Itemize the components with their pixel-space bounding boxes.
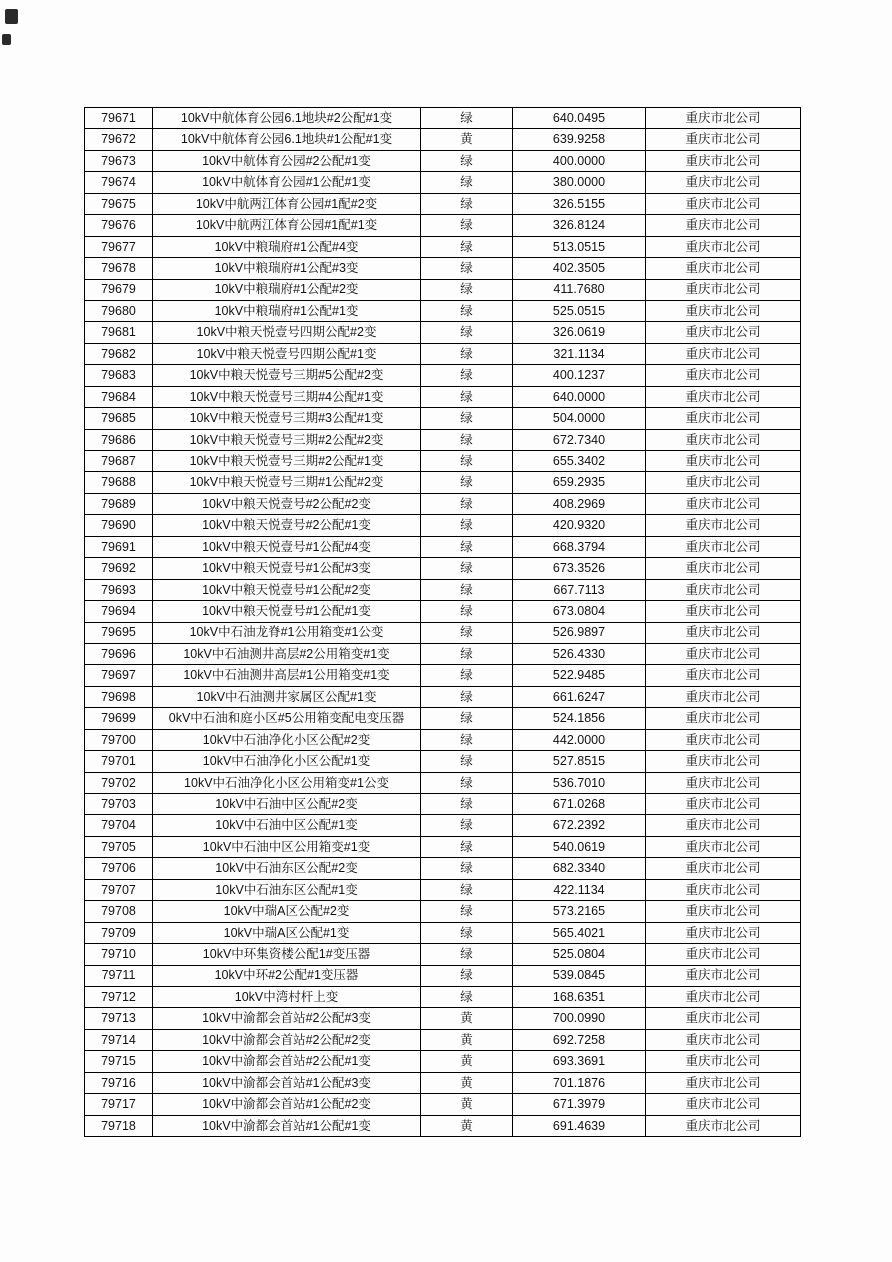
cell-company-name: 重庆市北公司	[646, 836, 801, 857]
cell-company-name: 重庆市北公司	[646, 772, 801, 793]
cell-station-name: 10kV中石油中区公配#1变	[153, 815, 421, 836]
table-row	[85, 536, 801, 557]
cell-record-id: 79689	[85, 493, 153, 514]
cell-station-name: 10kV中石油测井高层#1公用箱变#1变	[153, 665, 421, 686]
table-row	[85, 686, 801, 707]
cell-status-color: 黄	[421, 1094, 513, 1115]
cell-status-color: 绿	[421, 643, 513, 664]
table-row	[85, 729, 801, 750]
scan-artifact-icon	[5, 9, 18, 24]
table-row	[85, 1115, 801, 1136]
cell-record-id: 79703	[85, 794, 153, 815]
cell-station-name: 10kV中粮天悦壹号三期#1公配#2变	[153, 472, 421, 493]
cell-capacity-value: 400.0000	[513, 150, 646, 171]
cell-capacity-value: 326.0619	[513, 322, 646, 343]
cell-record-id: 79674	[85, 172, 153, 193]
cell-station-name: 10kV中石油东区公配#2变	[153, 858, 421, 879]
cell-record-id: 79701	[85, 751, 153, 772]
cell-status-color: 绿	[421, 751, 513, 772]
cell-station-name: 10kV中粮天悦壹号#1公配#2变	[153, 579, 421, 600]
cell-capacity-value: 682.3340	[513, 858, 646, 879]
cell-status-color: 绿	[421, 729, 513, 750]
cell-company-name: 重庆市北公司	[646, 215, 801, 236]
cell-record-id: 79676	[85, 215, 153, 236]
cell-record-id: 79671	[85, 108, 153, 129]
cell-company-name: 重庆市北公司	[646, 729, 801, 750]
cell-capacity-value: 671.3979	[513, 1094, 646, 1115]
cell-capacity-value: 659.2935	[513, 472, 646, 493]
cell-status-color: 绿	[421, 665, 513, 686]
transformer-data-table	[84, 107, 801, 1137]
cell-company-name: 重庆市北公司	[646, 558, 801, 579]
cell-capacity-value: 402.3505	[513, 258, 646, 279]
cell-station-name: 10kV中粮天悦壹号#1公配#1变	[153, 601, 421, 622]
cell-company-name: 重庆市北公司	[646, 408, 801, 429]
cell-capacity-value: 526.9897	[513, 622, 646, 643]
cell-company-name: 重庆市北公司	[646, 1029, 801, 1050]
cell-status-color: 绿	[421, 858, 513, 879]
cell-station-name: 10kV中渝都会首站#1公配#1变	[153, 1115, 421, 1136]
cell-status-color: 绿	[421, 258, 513, 279]
cell-status-color: 绿	[421, 150, 513, 171]
cell-record-id: 79681	[85, 322, 153, 343]
cell-station-name: 10kV中瑞A区公配#2变	[153, 901, 421, 922]
cell-capacity-value: 408.2969	[513, 493, 646, 514]
cell-record-id: 79678	[85, 258, 153, 279]
cell-status-color: 绿	[421, 815, 513, 836]
table-row	[85, 408, 801, 429]
cell-status-color: 绿	[421, 879, 513, 900]
cell-capacity-value: 640.0000	[513, 386, 646, 407]
cell-status-color: 绿	[421, 536, 513, 557]
table-row	[85, 858, 801, 879]
cell-company-name: 重庆市北公司	[646, 815, 801, 836]
cell-record-id: 79699	[85, 708, 153, 729]
cell-station-name: 10kV中粮天悦壹号#2公配#1变	[153, 515, 421, 536]
cell-capacity-value: 411.7680	[513, 279, 646, 300]
cell-company-name: 重庆市北公司	[646, 493, 801, 514]
table-row	[85, 965, 801, 986]
cell-record-id: 79692	[85, 558, 153, 579]
cell-station-name: 10kV中粮瑞府#1公配#2变	[153, 279, 421, 300]
table-row	[85, 236, 801, 257]
cell-status-color: 绿	[421, 493, 513, 514]
table-row	[85, 579, 801, 600]
cell-record-id: 79682	[85, 343, 153, 364]
cell-company-name: 重庆市北公司	[646, 1094, 801, 1115]
cell-company-name: 重庆市北公司	[646, 429, 801, 450]
cell-company-name: 重庆市北公司	[646, 901, 801, 922]
cell-capacity-value: 668.3794	[513, 536, 646, 557]
cell-station-name: 10kV中航体育公园#2公配#1变	[153, 150, 421, 171]
cell-company-name: 重庆市北公司	[646, 365, 801, 386]
cell-capacity-value: 326.8124	[513, 215, 646, 236]
cell-company-name: 重庆市北公司	[646, 751, 801, 772]
cell-status-color: 绿	[421, 772, 513, 793]
table-row	[85, 279, 801, 300]
cell-status-color: 黄	[421, 1029, 513, 1050]
cell-status-color: 绿	[421, 300, 513, 321]
cell-company-name: 重庆市北公司	[646, 129, 801, 150]
cell-capacity-value: 527.8515	[513, 751, 646, 772]
cell-capacity-value: 691.4639	[513, 1115, 646, 1136]
cell-company-name: 重庆市北公司	[646, 986, 801, 1007]
table-row	[85, 1029, 801, 1050]
cell-status-color: 绿	[421, 686, 513, 707]
cell-company-name: 重庆市北公司	[646, 258, 801, 279]
cell-company-name: 重庆市北公司	[646, 1051, 801, 1072]
table-row	[85, 1072, 801, 1093]
cell-capacity-value: 565.4021	[513, 922, 646, 943]
table-row	[85, 193, 801, 214]
cell-status-color: 绿	[421, 408, 513, 429]
cell-status-color: 绿	[421, 472, 513, 493]
cell-record-id: 79706	[85, 858, 153, 879]
cell-status-color: 绿	[421, 365, 513, 386]
cell-capacity-value: 536.7010	[513, 772, 646, 793]
cell-record-id: 79705	[85, 836, 153, 857]
table-row	[85, 343, 801, 364]
cell-company-name: 重庆市北公司	[646, 1072, 801, 1093]
table-row	[85, 322, 801, 343]
cell-record-id: 79710	[85, 944, 153, 965]
cell-record-id: 79715	[85, 1051, 153, 1072]
cell-capacity-value: 673.3526	[513, 558, 646, 579]
cell-capacity-value: 692.7258	[513, 1029, 646, 1050]
cell-company-name: 重庆市北公司	[646, 579, 801, 600]
cell-company-name: 重庆市北公司	[646, 944, 801, 965]
cell-capacity-value: 701.1876	[513, 1072, 646, 1093]
table-row	[85, 879, 801, 900]
cell-capacity-value: 526.4330	[513, 643, 646, 664]
cell-company-name: 重庆市北公司	[646, 108, 801, 129]
cell-record-id: 79690	[85, 515, 153, 536]
cell-capacity-value: 672.2392	[513, 815, 646, 836]
cell-company-name: 重庆市北公司	[646, 622, 801, 643]
cell-station-name: 10kV中航体育公园6.1地块#2公配#1变	[153, 108, 421, 129]
cell-station-name: 10kV中石油中区公用箱变#1变	[153, 836, 421, 857]
cell-status-color: 绿	[421, 108, 513, 129]
cell-status-color: 绿	[421, 922, 513, 943]
cell-status-color: 绿	[421, 386, 513, 407]
cell-company-name: 重庆市北公司	[646, 386, 801, 407]
cell-capacity-value: 422.1134	[513, 879, 646, 900]
cell-record-id: 79691	[85, 536, 153, 557]
table-row	[85, 1008, 801, 1029]
cell-record-id: 79712	[85, 986, 153, 1007]
cell-company-name: 重庆市北公司	[646, 279, 801, 300]
cell-record-id: 79693	[85, 579, 153, 600]
cell-record-id: 79704	[85, 815, 153, 836]
table-row	[85, 922, 801, 943]
cell-company-name: 重庆市北公司	[646, 300, 801, 321]
cell-station-name: 10kV中粮天悦壹号三期#2公配#2变	[153, 429, 421, 450]
table-row	[85, 1051, 801, 1072]
cell-record-id: 79707	[85, 879, 153, 900]
cell-status-color: 绿	[421, 558, 513, 579]
table-row	[85, 150, 801, 171]
cell-company-name: 重庆市北公司	[646, 922, 801, 943]
cell-record-id: 79708	[85, 901, 153, 922]
cell-station-name: 10kV中瑞A区公配#1变	[153, 922, 421, 943]
cell-station-name: 10kV中渝都会首站#2公配#3变	[153, 1008, 421, 1029]
cell-company-name: 重庆市北公司	[646, 515, 801, 536]
cell-capacity-value: 504.0000	[513, 408, 646, 429]
cell-status-color: 黄	[421, 129, 513, 150]
cell-record-id: 79685	[85, 408, 153, 429]
cell-status-color: 绿	[421, 451, 513, 472]
cell-capacity-value: 321.1134	[513, 343, 646, 364]
table-row	[85, 386, 801, 407]
cell-station-name: 10kV中粮天悦壹号三期#5公配#2变	[153, 365, 421, 386]
cell-station-name: 10kV中石油中区公配#2变	[153, 794, 421, 815]
cell-record-id: 79709	[85, 922, 153, 943]
cell-capacity-value: 540.0619	[513, 836, 646, 857]
cell-status-color: 黄	[421, 1115, 513, 1136]
cell-company-name: 重庆市北公司	[646, 1115, 801, 1136]
cell-status-color: 绿	[421, 343, 513, 364]
table-row	[85, 944, 801, 965]
table-row	[85, 493, 801, 514]
cell-station-name: 10kV中渝都会首站#2公配#2变	[153, 1029, 421, 1050]
cell-record-id: 79696	[85, 643, 153, 664]
table-row	[85, 794, 801, 815]
table-row	[85, 129, 801, 150]
cell-capacity-value: 700.0990	[513, 1008, 646, 1029]
cell-station-name: 10kV中渝都会首站#1公配#2变	[153, 1094, 421, 1115]
cell-company-name: 重庆市北公司	[646, 686, 801, 707]
cell-capacity-value: 539.0845	[513, 965, 646, 986]
cell-record-id: 79677	[85, 236, 153, 257]
cell-status-color: 绿	[421, 322, 513, 343]
cell-capacity-value: 655.3402	[513, 451, 646, 472]
cell-station-name: 10kV中粮瑞府#1公配#4变	[153, 236, 421, 257]
cell-company-name: 重庆市北公司	[646, 451, 801, 472]
cell-station-name: 10kV中渝都会首站#1公配#3变	[153, 1072, 421, 1093]
cell-record-id: 79672	[85, 129, 153, 150]
cell-station-name: 10kV中渝都会首站#2公配#1变	[153, 1051, 421, 1072]
cell-capacity-value: 522.9485	[513, 665, 646, 686]
cell-status-color: 黄	[421, 1051, 513, 1072]
cell-station-name: 10kV中环#2公配#1变压器	[153, 965, 421, 986]
cell-record-id: 79680	[85, 300, 153, 321]
cell-station-name: 0kV中石油和庭小区#5公用箱变配电变压器	[153, 708, 421, 729]
cell-station-name: 10kV中粮天悦壹号四期公配#1变	[153, 343, 421, 364]
cell-capacity-value: 524.1856	[513, 708, 646, 729]
cell-status-color: 绿	[421, 601, 513, 622]
cell-record-id: 79684	[85, 386, 153, 407]
cell-company-name: 重庆市北公司	[646, 472, 801, 493]
cell-company-name: 重庆市北公司	[646, 172, 801, 193]
cell-company-name: 重庆市北公司	[646, 322, 801, 343]
cell-company-name: 重庆市北公司	[646, 343, 801, 364]
cell-record-id: 79695	[85, 622, 153, 643]
cell-record-id: 79694	[85, 601, 153, 622]
cell-record-id: 79683	[85, 365, 153, 386]
cell-status-color: 绿	[421, 901, 513, 922]
table-row	[85, 751, 801, 772]
cell-record-id: 79686	[85, 429, 153, 450]
cell-status-color: 绿	[421, 965, 513, 986]
table-row	[85, 451, 801, 472]
cell-status-color: 绿	[421, 794, 513, 815]
cell-station-name: 10kV中粮天悦壹号#2公配#2变	[153, 493, 421, 514]
table-row	[85, 901, 801, 922]
cell-record-id: 79673	[85, 150, 153, 171]
cell-capacity-value: 573.2165	[513, 901, 646, 922]
cell-company-name: 重庆市北公司	[646, 708, 801, 729]
cell-company-name: 重庆市北公司	[646, 858, 801, 879]
cell-company-name: 重庆市北公司	[646, 965, 801, 986]
cell-capacity-value: 326.5155	[513, 193, 646, 214]
cell-station-name: 10kV中粮天悦壹号三期#2公配#1变	[153, 451, 421, 472]
cell-capacity-value: 671.0268	[513, 794, 646, 815]
cell-capacity-value: 513.0515	[513, 236, 646, 257]
table-row	[85, 1094, 801, 1115]
cell-station-name: 10kV中航体育公园#1公配#1变	[153, 172, 421, 193]
cell-company-name: 重庆市北公司	[646, 643, 801, 664]
cell-capacity-value: 640.0495	[513, 108, 646, 129]
cell-record-id: 79697	[85, 665, 153, 686]
cell-company-name: 重庆市北公司	[646, 236, 801, 257]
cell-record-id: 79702	[85, 772, 153, 793]
cell-status-color: 绿	[421, 429, 513, 450]
cell-record-id: 79687	[85, 451, 153, 472]
table-row	[85, 622, 801, 643]
cell-capacity-value: 693.3691	[513, 1051, 646, 1072]
cell-station-name: 10kV中石油测井家属区公配#1变	[153, 686, 421, 707]
cell-capacity-value: 400.1237	[513, 365, 646, 386]
cell-capacity-value: 672.7340	[513, 429, 646, 450]
cell-station-name: 10kV中粮天悦壹号三期#3公配#1变	[153, 408, 421, 429]
cell-station-name: 10kV中航体育公园6.1地块#1公配#1变	[153, 129, 421, 150]
cell-record-id: 79711	[85, 965, 153, 986]
cell-station-name: 10kV中石油净化小区公配#2变	[153, 729, 421, 750]
cell-record-id: 79688	[85, 472, 153, 493]
cell-station-name: 10kV中石油测井高层#2公用箱变#1变	[153, 643, 421, 664]
cell-status-color: 绿	[421, 944, 513, 965]
table-row	[85, 986, 801, 1007]
cell-status-color: 绿	[421, 236, 513, 257]
cell-company-name: 重庆市北公司	[646, 193, 801, 214]
cell-capacity-value: 673.0804	[513, 601, 646, 622]
table-row	[85, 172, 801, 193]
cell-record-id: 79675	[85, 193, 153, 214]
cell-station-name: 10kV中航两江体育公园#1配#1变	[153, 215, 421, 236]
table-row	[85, 558, 801, 579]
cell-capacity-value: 442.0000	[513, 729, 646, 750]
cell-capacity-value: 667.7113	[513, 579, 646, 600]
cell-station-name: 10kV中石油净化小区公用箱变#1公变	[153, 772, 421, 793]
cell-status-color: 绿	[421, 515, 513, 536]
cell-status-color: 绿	[421, 708, 513, 729]
cell-status-color: 绿	[421, 986, 513, 1007]
cell-company-name: 重庆市北公司	[646, 150, 801, 171]
cell-record-id: 79717	[85, 1094, 153, 1115]
table-row	[85, 772, 801, 793]
cell-status-color: 绿	[421, 172, 513, 193]
cell-company-name: 重庆市北公司	[646, 536, 801, 557]
cell-record-id: 79700	[85, 729, 153, 750]
cell-record-id: 79716	[85, 1072, 153, 1093]
cell-record-id: 79714	[85, 1029, 153, 1050]
table-row	[85, 365, 801, 386]
cell-station-name: 10kV中粮天悦壹号#1公配#4变	[153, 536, 421, 557]
cell-company-name: 重庆市北公司	[646, 879, 801, 900]
table-row	[85, 601, 801, 622]
cell-status-color: 绿	[421, 836, 513, 857]
cell-status-color: 绿	[421, 193, 513, 214]
table-row	[85, 643, 801, 664]
table-row	[85, 429, 801, 450]
table-row	[85, 215, 801, 236]
cell-status-color: 黄	[421, 1072, 513, 1093]
cell-station-name: 10kV中粮天悦壹号#1公配#3变	[153, 558, 421, 579]
cell-capacity-value: 661.6247	[513, 686, 646, 707]
cell-record-id: 79718	[85, 1115, 153, 1136]
table-row	[85, 815, 801, 836]
cell-station-name: 10kV中石油东区公配#1变	[153, 879, 421, 900]
table-row	[85, 258, 801, 279]
cell-capacity-value: 639.9258	[513, 129, 646, 150]
cell-station-name: 10kV中粮天悦壹号四期公配#2变	[153, 322, 421, 343]
cell-company-name: 重庆市北公司	[646, 794, 801, 815]
cell-status-color: 绿	[421, 215, 513, 236]
table-row	[85, 836, 801, 857]
cell-company-name: 重庆市北公司	[646, 665, 801, 686]
scan-artifact-icon	[2, 34, 11, 45]
cell-record-id: 79679	[85, 279, 153, 300]
table-row	[85, 665, 801, 686]
cell-record-id: 79698	[85, 686, 153, 707]
cell-capacity-value: 525.0515	[513, 300, 646, 321]
table-row	[85, 300, 801, 321]
cell-capacity-value: 420.9320	[513, 515, 646, 536]
cell-station-name: 10kV中粮瑞府#1公配#3变	[153, 258, 421, 279]
cell-company-name: 重庆市北公司	[646, 1008, 801, 1029]
table-row	[85, 708, 801, 729]
table-row	[85, 515, 801, 536]
cell-station-name: 10kV中粮瑞府#1公配#1变	[153, 300, 421, 321]
cell-status-color: 绿	[421, 279, 513, 300]
cell-status-color: 绿	[421, 622, 513, 643]
table-row	[85, 108, 801, 129]
cell-station-name: 10kV中石油龙脊#1公用箱变#1公变	[153, 622, 421, 643]
cell-record-id: 79713	[85, 1008, 153, 1029]
table-row	[85, 472, 801, 493]
cell-station-name: 10kV中粮天悦壹号三期#4公配#1变	[153, 386, 421, 407]
cell-company-name: 重庆市北公司	[646, 601, 801, 622]
cell-capacity-value: 168.6351	[513, 986, 646, 1007]
cell-capacity-value: 525.0804	[513, 944, 646, 965]
cell-station-name: 10kV中湾村杆上变	[153, 986, 421, 1007]
cell-status-color: 黄	[421, 1008, 513, 1029]
cell-status-color: 绿	[421, 579, 513, 600]
cell-station-name: 10kV中石油净化小区公配#1变	[153, 751, 421, 772]
table-body	[85, 108, 801, 1137]
cell-station-name: 10kV中航两江体育公园#1配#2变	[153, 193, 421, 214]
cell-station-name: 10kV中环集资楼公配1#变压器	[153, 944, 421, 965]
cell-capacity-value: 380.0000	[513, 172, 646, 193]
